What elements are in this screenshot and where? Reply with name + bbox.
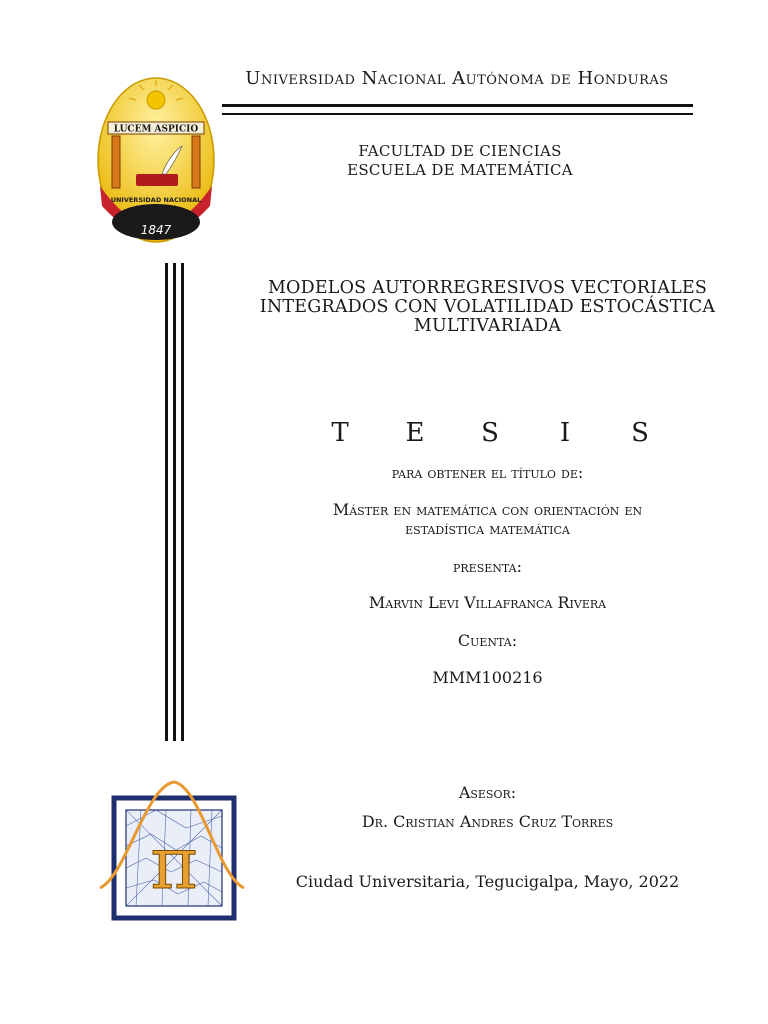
header-rule-thick <box>222 104 693 107</box>
header-rule-thin <box>222 113 693 115</box>
advisor-label: Asesor: <box>458 783 517 802</box>
seal-year: 1847 <box>140 223 172 237</box>
author-name: Marvin Levi Villafranca Rivera <box>368 593 607 612</box>
math-school-logo <box>96 776 246 926</box>
faculty-block <box>300 142 620 180</box>
school-line: ESCUELA DE MATEMÁTICA <box>347 161 573 179</box>
seal-text-line-1: UNIVERSIDAD NACIONAL <box>110 196 202 204</box>
degree-line: estadística matemática <box>405 519 570 538</box>
thesis-title-line: INTEGRADOS CON VOLATILIDAD ESTOCÁSTICA <box>259 297 716 317</box>
university-name: Universidad Nacional Autónoma de Honduras <box>245 68 669 89</box>
presenta-label: presenta: <box>453 557 522 576</box>
thesis-title-line: MODELOS AUTORREGRESIVOS VECTORIALES <box>267 278 708 298</box>
cuenta-number: MMM100216 <box>432 668 543 687</box>
degree-line: Máster en matemática con orientación en <box>332 500 643 519</box>
seal-text-line-3: DE HONDURAS <box>129 212 183 220</box>
degree-intro: para obtener el título de: <box>391 463 584 482</box>
vertical-rule <box>181 263 184 741</box>
faculty-line: FACULTAD DE CIENCIAS <box>358 142 562 160</box>
tesis-heading <box>330 418 650 448</box>
advisor-name: Dr. Cristian Andres Cruz Torres <box>361 812 614 831</box>
tesis-letter: T <box>331 418 349 448</box>
vertical-rule <box>173 263 176 741</box>
tesis-letter: E <box>405 418 425 448</box>
cuenta-label: Cuenta: <box>457 631 518 650</box>
pi-symbol: π <box>150 821 198 905</box>
place-date: Ciudad Universitaria, Tegucigalpa, Mayo, 2022 <box>295 872 680 891</box>
tesis-letter: S <box>631 418 649 448</box>
unah-seal-logo <box>92 66 220 248</box>
tesis-letter: S <box>481 418 499 448</box>
vertical-rule <box>165 263 168 741</box>
degree-name <box>250 500 725 538</box>
seal-motto: LUCEM ASPICIO <box>113 124 199 135</box>
tesis-letter: I <box>559 418 571 448</box>
thesis-title <box>250 279 725 336</box>
seal-text-line-2: AUTONOMA <box>134 204 178 212</box>
thesis-title-line: MULTIVARIADA <box>413 316 562 336</box>
